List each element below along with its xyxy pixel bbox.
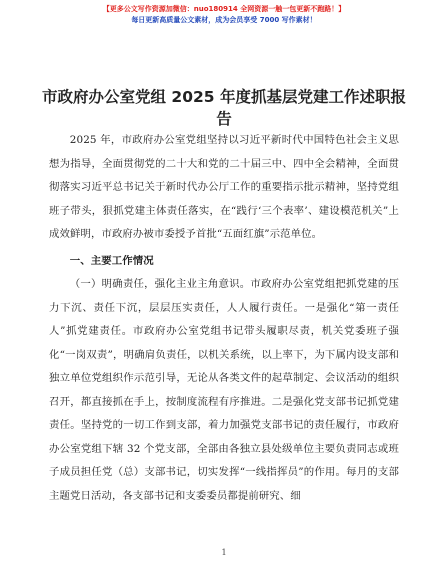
section-paragraph: （一）明确责任，强化主业主角意识。市政府办公室党组把抓党建的压力下沉、责任下沉，层层压实责任，人人履行责任。一是强化“第一责任人”抓党建责任。市政府办公室党组书记带头履职尽责，机关党委班子强化“一岗双责”，明确肩负责任，以机关系统，以上率下，为下属内设支部和独立单位党组织作示范引导，无论从各类文件的起草制定、会议活动的组织召开，都直接抓在手上，按制度流程有序推进。二是强化党支部书记抓党建责任。坚持党的一切工作到支部，着力加强党支部书记的责任履行，市政府办公室党组下辖 32 个党支部，全部由各独立县处级单位主要负责同志或班子成员担任党（总）支部书记，切实发挥“一线指挥员”的作用。每月的支部主题党日活动，各支部书记和支委委员都提前研究、细 xyxy=(49,278,399,502)
promo-line-2: 每日更新高质量公文素材，成为会员享受 7000 写作素材！ xyxy=(131,16,317,24)
section-heading: 一、主要工作情况 xyxy=(69,254,154,267)
document-title: 市政府办公室党组 2025 年度抓基层党建工作述职报告 xyxy=(42,88,406,128)
intro-paragraph: 2025 年，市政府办公室党组坚持以习近平新时代中国特色社会主义思想为指导，全面贯彻党的二十大和党的二十届三中、四中全会精神，全面贯彻落实习近平总书记关于新时代办公厅工作的重要指示批示精神，坚持党组班子带头，狠抓党建主体责任落实，在“践行‘三个表率’、建设模范机关”上成效鲜明，市政府办被市委授予首批“五面红旗”示范单位。 xyxy=(49,134,399,240)
document-body xyxy=(49,129,399,508)
page-number: 1 xyxy=(221,548,227,557)
promo-line-1: 【更多公文写作资源加微信：nuo180914 全网资源一触一包更新不跑路！】 xyxy=(102,5,346,13)
promo-banner xyxy=(0,4,448,26)
